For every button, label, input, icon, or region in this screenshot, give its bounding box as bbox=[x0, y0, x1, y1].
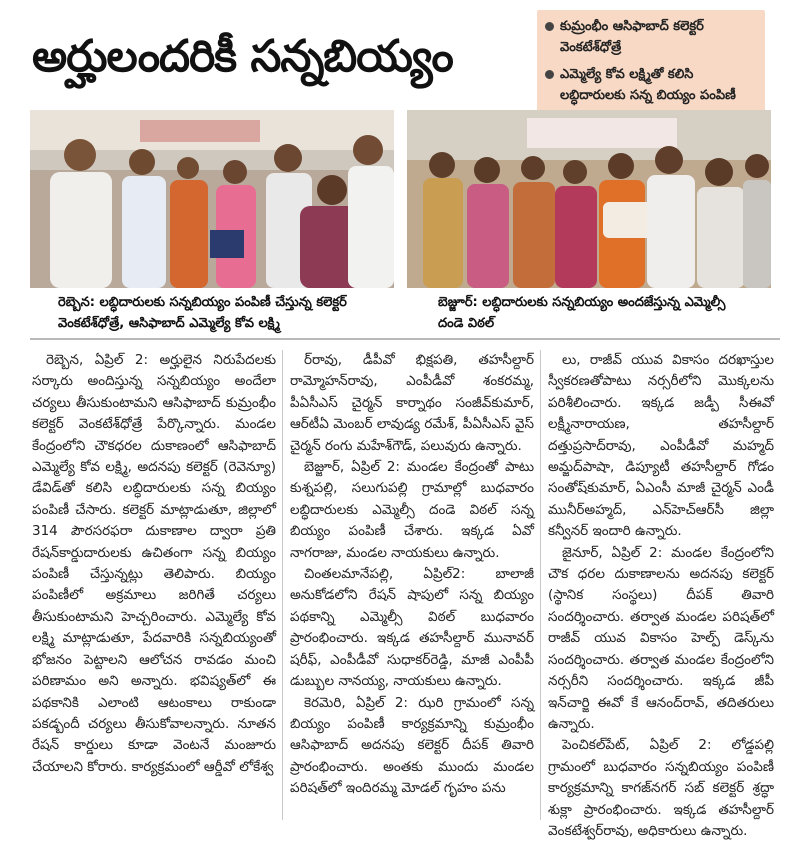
photo-caption-bejjur: బెజ్జూర్: లబ్ధిదారులకు సన్నబియ్యం అందజేస్తున్న ఎమ్మెల్సీ దండె విఠల్ bbox=[438, 295, 726, 331]
article-paragraph: ర్‌రావు, డీపీవో భిక్షపతి, తహసీల్దార్ రామ్మోహన్‌రావు, ఎంపీడీవో శంకరమ్మ, పీఏసీఎస్ చైర్మన్ కార్నాథం సంజీవ్‌కుమార్, ఆర్‌టీఏ మెంబర్ లావుడ్య రమేశ్, పీఏసీఎస్ వైస్ చైర్మన్ రంగు మహేశ్‌గౌడ్, పలువురు ఉన్నారు. bbox=[290, 352, 534, 454]
photo-rebbena-image bbox=[30, 110, 394, 288]
article-column-2 bbox=[290, 350, 534, 800]
photo-bejjur bbox=[407, 110, 771, 288]
divider bbox=[30, 338, 780, 340]
highlight-text: కుమ్రంభీం ఆసిఫాబాద్ కలెక్టర్ వెంకటేశ్‌ధోత్రే bbox=[560, 19, 704, 55]
headline: అర్హులందరికీ సన్నబియ్యం bbox=[32, 31, 453, 82]
photo-rebbena bbox=[30, 110, 394, 288]
article-column-1 bbox=[32, 350, 276, 778]
photo-caption-rebbena: రెబ్బెన: లబ్ధిదారులకు సన్నబియ్యం పంపిణీ చేస్తున్న కలెక్టర్ వెంకటేశ్‌ధోత్రే, ఆసిఫాబాద్ ఎమ్మెల్యే కోవ లక్ష్మి bbox=[58, 295, 347, 331]
highlights-box bbox=[537, 10, 765, 113]
bullet-icon bbox=[545, 70, 554, 79]
article-paragraph: కెరమెరి, ఏప్రిల్ 2: ఝరి గ్రామంలో సన్న బియ్యం పంపిణీ కార్యక్రమాన్ని కుమ్రంభీం ఆసిఫాబాద్ అదనపు కలెక్టర్ దీపక్ తివారి ప్రారంభించారు. అంతకు ముందు మండల పరిషత్‌లో ఇందిరమ్మ మోడల్ గృహం పను bbox=[290, 694, 534, 797]
article-column-3 bbox=[548, 350, 774, 842]
article-paragraph: జైనూర్, ఏప్రిల్ 2: మండల కేంద్రంలోని చౌక ధరల దుకాణాలను అదనపు కలెక్టర్ (స్థానిక సంస్థలు) దీపక్ తివారి సందర్శించారు. తర్వాత మండల పరిషత్‌లో రాజీవ్ యువ వికాసం హెల్ప్ డెస్క్‌ను సందర్శించారు. తర్వాత మండల కేంద్రంలోని నర్సరీని సందర్శించారు. ఇక్కడ జీపీ ఇన్‌చార్జి ఈవో కే ఆనంద్‌రావ్, తదితరులు ఉన్నారు. bbox=[548, 544, 774, 732]
photo-bejjur-image bbox=[407, 110, 771, 288]
column-divider bbox=[282, 350, 283, 820]
highlight-text: ఎమ్మెల్యే కోవ లక్ష్మితో కలిసి లబ్ధిదారులకు సన్న బియ్యం పంపిణీ bbox=[560, 67, 736, 103]
column-divider bbox=[540, 350, 541, 820]
highlight-item bbox=[545, 64, 757, 106]
highlight-item bbox=[545, 16, 757, 58]
article-paragraph: లు, రాజీవ్ యువ వికాసం దరఖాస్తుల స్వీకరణతోపాటు నర్సరీలోని మొక్కలను పరిశీలించారు. ఇక్కడ జడ్పీ సీఈవో లక్ష్మీనారాయణ, తహసీల్దార్ దత్తుప్రసాద్‌రావు, ఎంపీడీవో మహ్మద్ అమ్జద్‌పాషా, డిప్యూటీ తహసీల్దార్ గోడం సంతోష్‌కుమార్, ఏఎంసీ మాజీ చైర్మన్ ఎండీ మునీర్‌అహ్మద్, ఎన్‌హెచ్‌ఆర్‌సీ జిల్లా కన్వీనర్ ఇందారి ఉన్నారు. bbox=[548, 352, 774, 540]
article-paragraph: బెజ్జూర్, ఏప్రిల్ 2: మండల కేంద్రంతో పాటు కుశ్నపల్లి, సలుగుపల్లి గ్రామాల్లో బుధవారం లబ్ధిదారులకు ఎమ్మెల్సీ దండె విఠల్ సన్న బియ్యం పంపిణీ చేశారు. ఇక్కడ ఏవో నాగరాజు, మండల నాయకులు ఉన్నారు. bbox=[290, 459, 534, 561]
article-paragraph: రెబ్బెన, ఏప్రిల్ 2: అర్హులైన నిరుపేదలకు సర్కారు అందిస్తున్న సన్నబియ్యం అందేలా చర్యలు తీసుకుంటామని ఆసిఫాబాద్ కుమ్రంభీం కలెక్టర్ వెంకటేశ్‌ధోత్రే పేర్కొన్నారు. మండల కేంద్రంలోని చౌకధరల దుకాణంలో ఆసిఫాబాద్ ఎమ్మెల్యే కోవ లక్ష్మి, అదనపు కలెక్టర్ (రెవెన్యూ) డేవిడ్‌తో కలిసి లబ్ధిదారులకు సన్న బియ్యం పంపిణీ చేసారు. కలెక్టర్ మాట్లాడుతూ, జిల్లాలో 314 పౌరసరఫరా దుకాణాల ద్వారా ప్రతి రేషన్‌కార్డుదారులకు ఉచితంగా సన్న బియ్యం పంపిణీ చేస్తున్నట్లు తెలిపారు. బియ్యం పంపిణీలో అక్రమాలు జరిగితే చర్యలు తీసుకుంటామని హెచ్చరించారు. ఎమ్మెల్యే కోవ లక్ష్మి మాట్లాడుతూ, పేదవారికి సన్నబియ్యంతో భోజనం పెట్టాలని ఆలోచన రావడం మంచి పరిణామం అని అన్నారు. భవిష్యత్‌లో ఈ పథకానికి ఎలాంటి ఆటంకాలు రాకుండా పకడ్బందీ చర్యలు తీసుకోవాలన్నారు. నూతన రేషన్ కార్డులు కూడా వెంటనే మంజూరు చేయాలని కోరారు. కార్యక్రమంలో ఆర్డీవో లోకేశ్వ bbox=[32, 352, 276, 775]
bullet-icon bbox=[545, 22, 554, 31]
article-paragraph: పెంచికల్‌పేట్, ఏప్రిల్ 2: లోడ్డపల్లి గ్రామంలో బుధవారం సన్నబియ్యం పంపిణీ కార్యక్రమాన్ని కాగజ్‌నగర్ సబ్ కలెక్టర్ శ్రద్ధా శుక్లా ప్రారంభించారు. ఇక్కడ తహసీల్దార్ వెంకటేశ్వర్‌రావు, అధికారులు ఉన్నారు. bbox=[548, 737, 774, 839]
article-paragraph: చింతలమానేపల్లి, ఏప్రిల్2: బాలాజీ అనుకోడలోని రేషన్ షాపులో సన్న బియ్యం పథకాన్ని ఎమ్మెల్సీ విఠల్ బుధవారం ప్రారంభించారు. ఇక్కడ తహసీల్దార్ మునావర్ షరీఫ్, ఎంపీడీవో సుధాకర్‌రెడ్డి, మాజీ ఎంపీపీ డుబ్బుల నానయ్య, నాయకులు ఉన్నారు. bbox=[290, 566, 534, 690]
